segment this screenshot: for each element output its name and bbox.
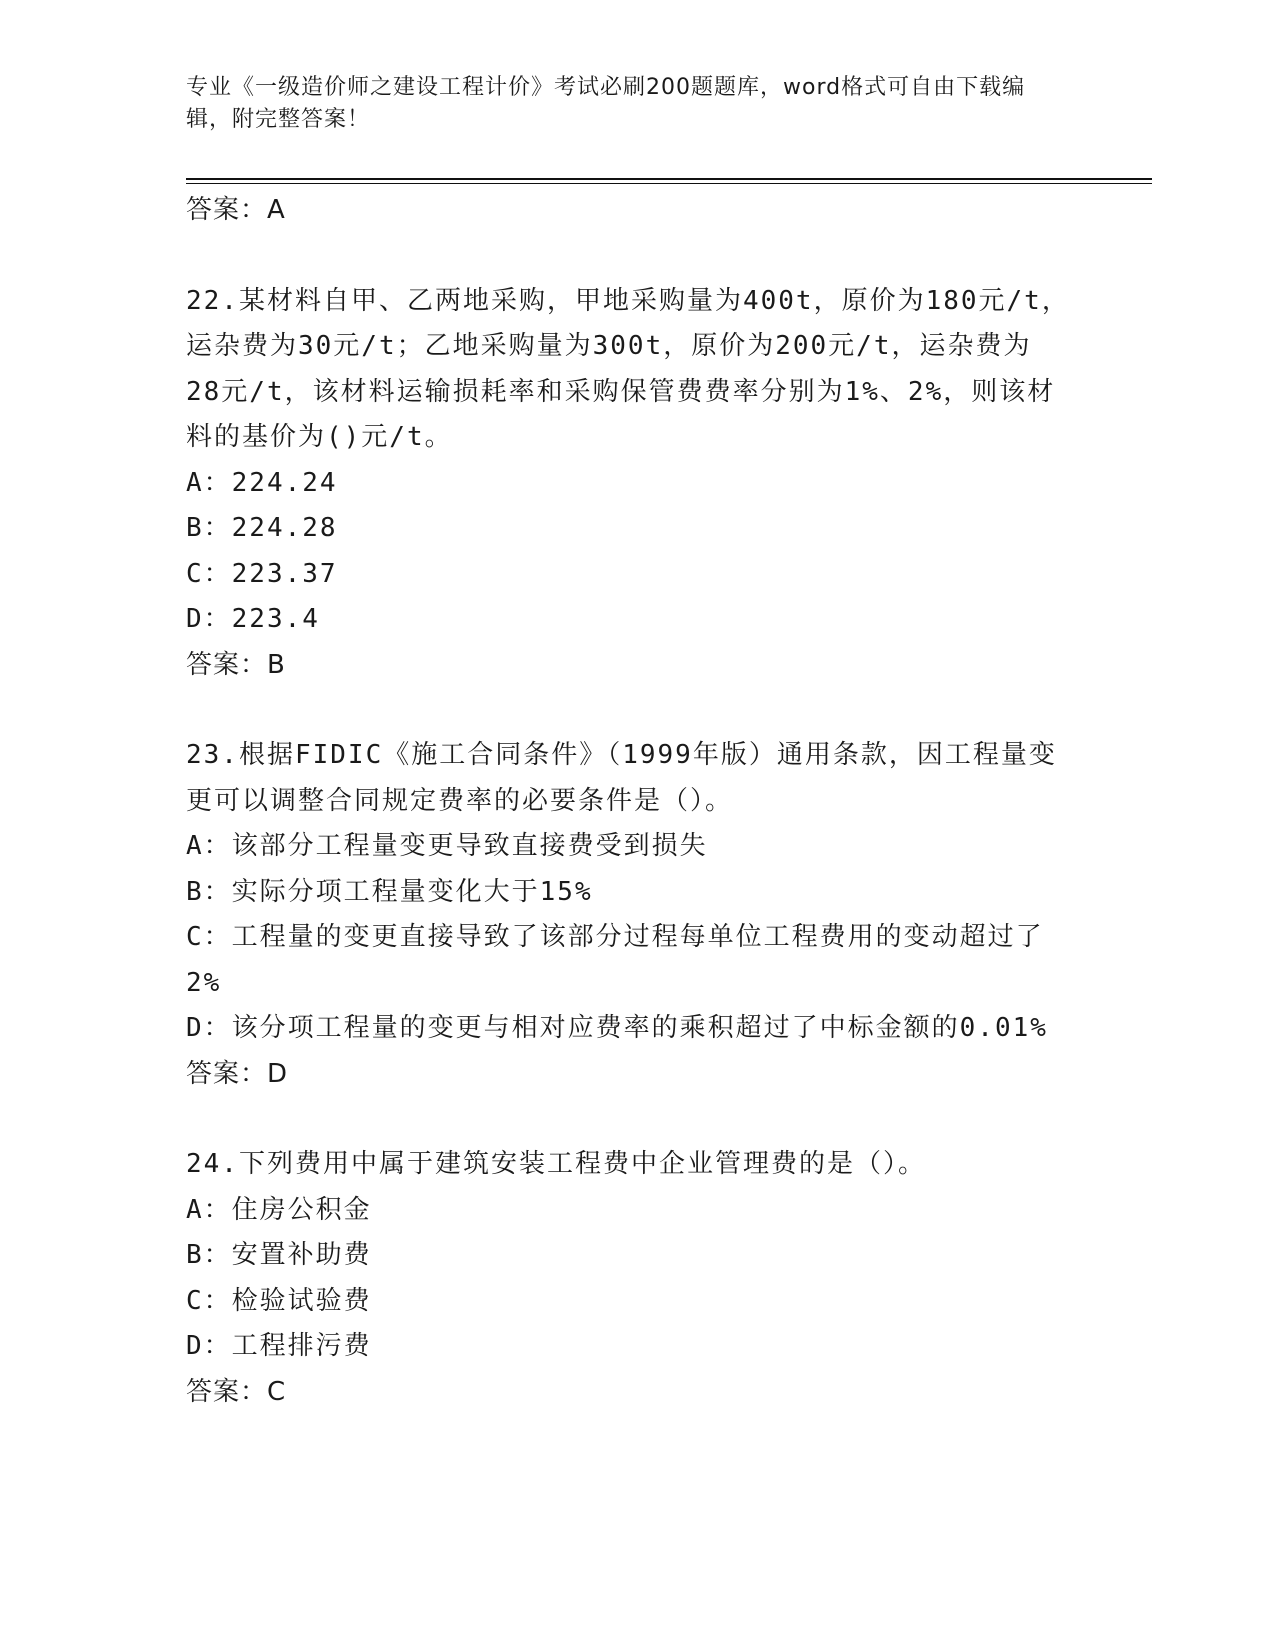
- header-rule-thick: [186, 178, 1152, 180]
- page-header: 专业《一级造价师之建设工程计价》考试必刷200题题库，word格式可自由下载编辑，附完整答案！: [186, 75, 1026, 132]
- question-stem-line: 24.下列费用中属于建筑安装工程费中企业管理费的是（）。: [186, 1149, 926, 1179]
- option-a: A：住房公积金: [186, 1194, 372, 1225]
- question-stem-line: 运杂费为30元/t；乙地采购量为300t，原价为200元/t，运杂费为: [186, 331, 1032, 361]
- option-c-continued: 2%: [186, 967, 222, 998]
- question-content: [186, 188, 1086, 1415]
- answer-line: 答案：A: [186, 195, 286, 225]
- option-b: B：224.28: [186, 513, 338, 543]
- option-b: B：安置补助费: [186, 1240, 372, 1270]
- answer-line: 答案：C: [186, 1376, 287, 1407]
- option-c: C：工程量的变更直接导致了该部分过程每单位工程费用的变动超过了: [186, 922, 1044, 952]
- question-stem-line: 22.某材料自甲、乙两地采购，甲地采购量为400t，原价为180元/t，: [186, 285, 1070, 316]
- option-a: A：该部分工程量变更导致直接费受到损失: [186, 831, 708, 861]
- question-stem-line: 更可以调整合同规定费率的必要条件是（）。: [186, 785, 734, 816]
- question-block: [186, 279, 1086, 689]
- question-block: [186, 1142, 1086, 1415]
- option-d: D：223.4: [186, 604, 320, 634]
- header-rule-thin: [186, 183, 1152, 184]
- answer-line: 答案：B: [186, 649, 286, 680]
- answer-line: 答案：D: [186, 1058, 289, 1089]
- spacer: [186, 234, 1086, 279]
- option-b: B：实际分项工程量变化大于15%: [186, 876, 593, 907]
- option-c: C：223.37: [186, 558, 338, 589]
- spacer: [186, 1097, 1086, 1142]
- spacer: [186, 688, 1086, 733]
- question-stem-line: 料的基价为()元/t。: [186, 422, 453, 452]
- option-d: D：该分项工程量的变更与相对应费率的乘积超过了中标金额的0.01%: [186, 1013, 1048, 1043]
- option-a: A：224.24: [186, 467, 338, 498]
- question-stem-line: 28元/t，该材料运输损耗率和采购保管费费率分别为1%、2%，则该材: [186, 376, 1056, 407]
- option-d: D：工程排污费: [186, 1331, 372, 1361]
- question-block: [186, 733, 1086, 1097]
- option-c: C：检验试验费: [186, 1285, 372, 1316]
- question-stem-line: 23.根据FIDIC《施工合同条件》（1999年版）通用条款，因工程量变: [186, 740, 1057, 770]
